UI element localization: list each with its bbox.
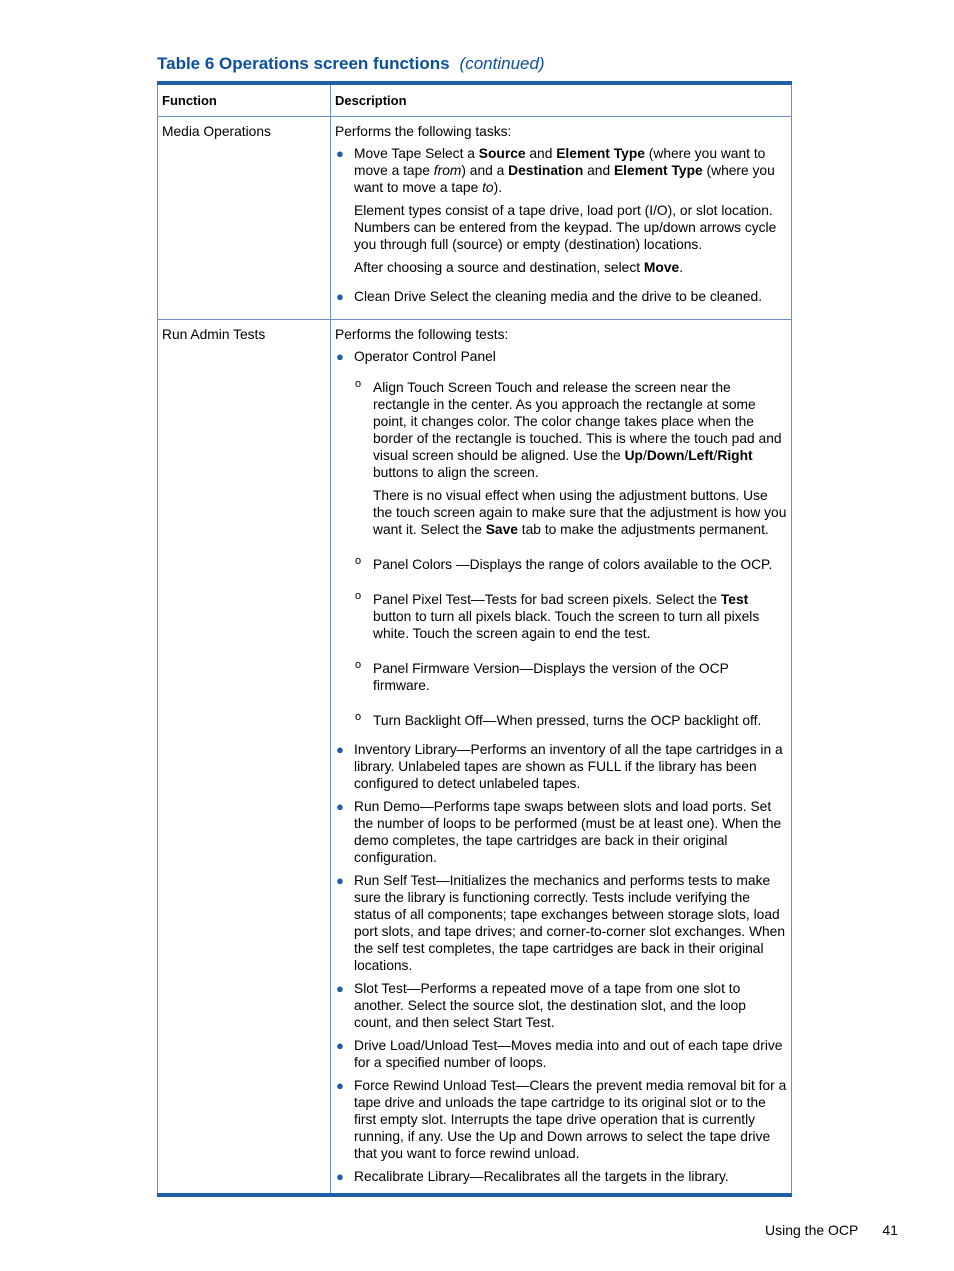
sub-item-align-touch-screen bbox=[354, 379, 787, 538]
list-item-clean-drive bbox=[335, 288, 787, 305]
no-visual-effect-text: There is no visual effect when using the adjustment buttons. Use the touch screen again to make sure that the adjustment is how you want it. Select the Save tab to make the adjustments permanent. bbox=[373, 488, 787, 537]
bullet-icon: ● bbox=[336, 349, 344, 364]
list-item-slot-test bbox=[335, 980, 787, 1031]
list-item-recalibrate bbox=[335, 1168, 787, 1185]
function-cell: Media Operations bbox=[158, 117, 331, 320]
operations-table bbox=[157, 81, 792, 1197]
recalibrate-text: Recalibrate Library—Recalibrates all the targets in the library. bbox=[354, 1169, 729, 1184]
bullet-icon: ● bbox=[336, 981, 344, 996]
bullet-icon: ● bbox=[336, 1078, 344, 1093]
bullet-icon: ● bbox=[336, 742, 344, 757]
bullet-icon: ● bbox=[336, 289, 344, 304]
backlight-text: Turn Backlight Off—When pressed, turns the OCP backlight off. bbox=[373, 713, 762, 728]
move-tape-text: Move Tape Select a Source and Element Type (where you want to move a tape from) and a Destination and Element Type (where you want to move a tape to). bbox=[354, 146, 775, 195]
list-item-move-tape bbox=[335, 145, 787, 276]
slot-test-text: Slot Test—Performs a repeated move of a tape from one slot to another. Select the source slot, the destination slot, and the loop count, and then select Start Test. bbox=[354, 981, 746, 1030]
bullet-icon: ● bbox=[336, 146, 344, 161]
page-footer bbox=[765, 1222, 898, 1238]
sub-bullet-icon: o bbox=[355, 711, 362, 723]
header-description: Description bbox=[331, 83, 792, 117]
table-row-run-admin-tests bbox=[158, 320, 792, 1196]
table-title: Table 6 Operations screen functions bbox=[157, 54, 450, 73]
force-rewind-text: Force Rewind Unload Test—Clears the prevent media removal bit for a tape drive and unloads the tape cartridge to its original slot or to the first empty slot. Interrupts the tape drive operation that is currently running, if any. Use the Up and Down arrows to select the tape drive that you want to force rewind unload. bbox=[354, 1078, 787, 1161]
page-number: 41 bbox=[882, 1222, 898, 1238]
bullet-icon: ● bbox=[336, 799, 344, 814]
clean-drive-text: Clean Drive Select the cleaning media and the drive to be cleaned. bbox=[354, 289, 763, 304]
list-item-operator-control-panel bbox=[335, 348, 787, 729]
sub-item-panel-firmware bbox=[354, 660, 787, 694]
table-row-media-operations bbox=[158, 117, 792, 320]
drive-load-unload-text: Drive Load/Unload Test—Moves media into and out of each tape drive for a specified number of loops. bbox=[354, 1038, 783, 1070]
header-function: Function bbox=[158, 83, 331, 117]
operator-control-panel-text: Operator Control Panel bbox=[354, 349, 496, 364]
run-self-test-text: Run Self Test—Initializes the mechanics and performs tests to make sure the library is functioning correctly. Tests include verifying the status of all components; tape exchanges between storage slots, load port slots, and tape drives; and corner-to-corner slot exchanges. When the self test completes, the tape cartridges are back in their original locations. bbox=[354, 873, 785, 973]
list-item-inventory-library bbox=[335, 741, 787, 792]
after-choosing-text: After choosing a source and destination, select Move. bbox=[354, 260, 684, 275]
sub-bullet-icon: o bbox=[355, 659, 362, 671]
sub-bullet-icon: o bbox=[355, 555, 362, 567]
sub-bullet-icon: o bbox=[355, 378, 362, 390]
footer-section-title: Using the OCP bbox=[765, 1222, 859, 1238]
description-cell bbox=[331, 117, 792, 320]
list-item-drive-load-unload bbox=[335, 1037, 787, 1071]
bullet-icon: ● bbox=[336, 1038, 344, 1053]
inventory-library-text: Inventory Library—Performs an inventory of all the tape cartridges in a library. Unlabeled tapes are shown as FULL if the library has been configured to detect unlabeled tapes. bbox=[354, 742, 783, 791]
list-item-run-demo bbox=[335, 798, 787, 866]
description-cell bbox=[331, 320, 792, 1196]
description-intro: Performs the following tasks: bbox=[335, 124, 512, 139]
sub-list bbox=[354, 379, 787, 729]
align-text: Align Touch Screen Touch and release the screen near the rectangle in the center. As you approach the rectangle at some point, it changes color. The color change takes place when the border of the rectangle is touched. This is where the touch pad and visual screen should be aligned. Use the Up/Down/Left/Right buttons to align the screen. bbox=[373, 380, 782, 480]
sub-item-panel-pixel-test bbox=[354, 591, 787, 642]
sub-item-panel-colors bbox=[354, 556, 787, 573]
list-item-force-rewind bbox=[335, 1077, 787, 1162]
panel-firmware-text: Panel Firmware Version—Displays the version of the OCP firmware. bbox=[373, 661, 729, 693]
function-cell: Run Admin Tests bbox=[158, 320, 331, 1196]
bullet-list bbox=[335, 145, 787, 305]
sub-item-backlight bbox=[354, 712, 787, 729]
bullet-icon: ● bbox=[336, 873, 344, 888]
run-demo-text: Run Demo—Performs tape swaps between slots and load ports. Set the number of loops to be performed (must be at least one). When the demo completes, the tape cartridges are back in their original configuration. bbox=[354, 799, 782, 865]
continued-label: (continued) bbox=[459, 54, 545, 73]
element-types-text: Element types consist of a tape drive, load port (I/O), or slot location. Numbers can be entered from the keypad. The up/down arrows cycle you through full (source) or empty (destination) locations. bbox=[354, 203, 777, 252]
panel-pixel-text: Panel Pixel Test—Tests for bad screen pixels. Select the Test button to turn all pixels black. Touch the screen to turn all pixels white. Touch the screen again to end the test. bbox=[373, 592, 760, 641]
table-caption bbox=[157, 54, 545, 74]
list-item-run-self-test bbox=[335, 872, 787, 974]
panel-colors-text: Panel Colors —Displays the range of colors available to the OCP. bbox=[373, 557, 773, 572]
bullet-list bbox=[335, 348, 787, 1185]
description-intro: Performs the following tests: bbox=[335, 327, 509, 342]
table-header-row bbox=[158, 83, 792, 117]
sub-bullet-icon: o bbox=[355, 590, 362, 602]
bullet-icon: ● bbox=[336, 1169, 344, 1184]
